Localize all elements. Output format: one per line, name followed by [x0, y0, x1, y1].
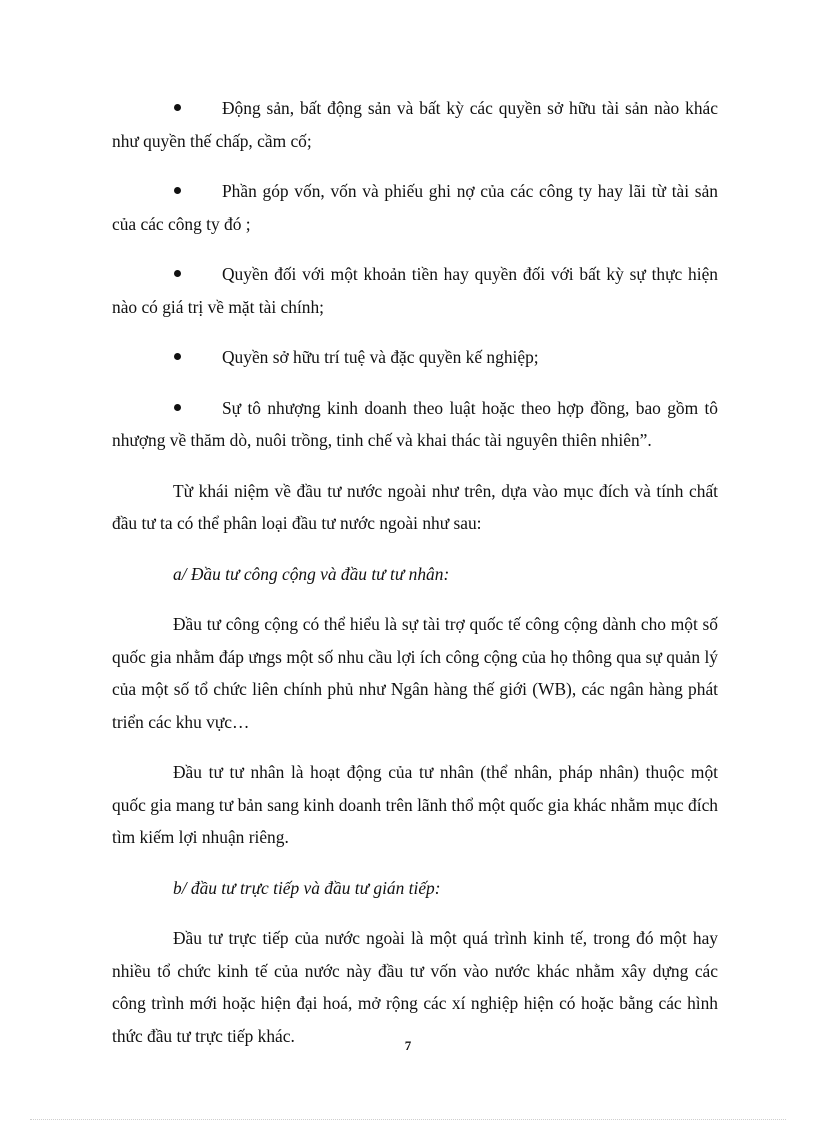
bullet-dot-icon: [174, 270, 181, 277]
bullet-text: Phần góp vốn, vốn và phiếu ghi nợ của các công ty hay lãi từ tài sản của các công ty đó ;: [112, 181, 718, 234]
bullet-item: [112, 92, 718, 157]
bullet-dot-icon: [174, 187, 181, 194]
bullet-text: Động sản, bất động sản và bất kỳ các quyền sở hữu tài sản nào khác như quyền thế chấp, cầm cố;: [112, 98, 718, 151]
bullet-dot-icon: [174, 104, 181, 111]
bullet-text: Quyền sở hữu trí tuệ và đặc quyền kế nghiệp;: [222, 347, 539, 367]
bullet-item: [112, 392, 718, 457]
page-content: [112, 92, 718, 1070]
section-a-paragraph: Đầu tư công cộng có thể hiểu là sự tài trợ quốc tế công cộng dành cho một số quốc gia nhằm đáp ưngs một số nhu cầu lợi ích công cộng của họ thông qua sự quản lý của một số tổ chức liên chính phủ như Ngân hàng thế giới (WB), các ngân hàng phát triển các khu vực…: [112, 614, 718, 732]
bullet-text: Sự tô nhượng kinh doanh theo luật hoặc theo hợp đồng, bao gồm tô nhượng về thăm dò, nuôi trồng, tinh chế và khai thác tài nguyên thiên nhiên”.: [112, 397, 718, 450]
bullet-item: [112, 175, 718, 240]
section-a-paragraph: Đầu tư tư nhân là hoạt động của tư nhân (thể nhân, pháp nhân) thuộc một quốc gia mang tư bản sang kinh doanh trên lãnh thổ một quốc gia khác nhằm mục đích tìm kiếm lợi nhuận riêng.: [112, 762, 718, 847]
bullet-dot-icon: [174, 353, 181, 360]
section-b-heading: b/ đầu tư trực tiếp và đầu tư gián tiếp:: [173, 877, 441, 898]
bullet-item: [112, 258, 718, 323]
section-b-paragraph: Đầu tư trực tiếp của nước ngoài là một quá trình kinh tế, trong đó một hay nhiều tổ chức kinh tế của nước này đầu tư vốn vào nước khác nhằm xây dựng các công trình mới hoặc hiện đại hoá, mở rộng các xí nghiệp hiện có hoặc bằng các hình thức đầu tư trực tiếp khác.: [112, 928, 718, 1046]
intro-paragraph: Từ khái niệm về đầu tư nước ngoài như trên, dựa vào mục đích và tính chất đầu tư ta có thể phân loại đầu tư nước ngoài như sau:: [112, 480, 718, 533]
bullet-text: Quyền đối với một khoản tiền hay quyền đối với bất kỳ sự thực hiện nào có giá trị về mặt tài chính;: [112, 264, 718, 317]
bullet-item: [112, 341, 718, 374]
bullet-dot-icon: [174, 404, 181, 411]
page-number: 7: [404, 1038, 412, 1053]
page-edge-divider: [30, 1119, 786, 1120]
section-a-heading: a/ Đầu tư công cộng và đầu tư tư nhân:: [173, 563, 450, 584]
